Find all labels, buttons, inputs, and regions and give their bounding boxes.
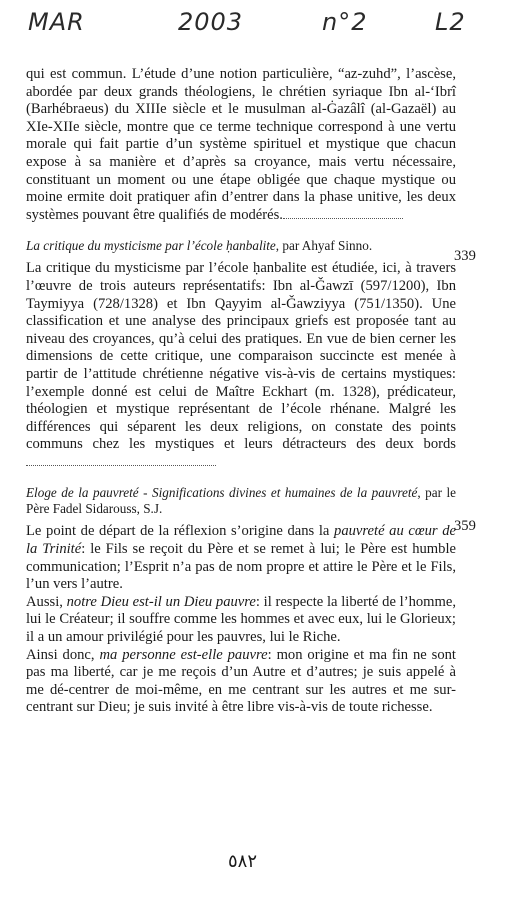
document-body [26, 66, 456, 717]
handwritten-annotation-4: L2 [435, 8, 466, 36]
entry-author: , par le Père Fadel Sidarouss, S.J. [26, 485, 457, 517]
abstract-paragraph [26, 594, 456, 647]
paragraph-text: Ainsi donc, [26, 646, 100, 663]
leader-dots [26, 455, 216, 466]
abstract-paragraph [26, 260, 456, 471]
handwritten-annotation-2: 2003 [178, 8, 244, 36]
page-number: ٥٨٢ [228, 851, 258, 872]
emphasis-text: notre Dieu est-il un Dieu pauvre [66, 593, 256, 610]
paragraph-text: : le Fils se reçoit du Père et se remet à lui; le Père est humble communication; l’Esprit n’a pas de nom propre et attire le Père et le Fils, l’un vers l’autre. [26, 541, 456, 593]
handwritten-annotation-1: MAR [28, 8, 85, 36]
paragraph-text: : il respecte la liberté de l’homme, lui le Créateur; il souffre comme les hommes et avec eux, lui le Glorieux; il a un amour privilégié pour les pauvres, lui le Riche. [26, 593, 456, 646]
abstract-paragraph [26, 66, 456, 224]
paragraph-text: Aussi, [26, 593, 67, 610]
abstract-text: qui est commun. L’étude d’une notion particulière, “az-zuhd”, l’ascèse, abordée par deux grands théologiens, le chrétien syriaque Ibn al-‘Ibrî (Barhébraeus) du XIIIe siècle et le musulman al-Ġazâlî (al-Gazaël) au XIe-XIIe siècle, montre que ce terme technique correspond à une vertu morale qui fait partie d’un système spirituel et mystique que chacun expose à sa manière et d’après sa croyance, mais vertu nécessaire, constituant un moment ou une étape obligée que chaque mystique ou moine ermite doit pratiquer afin d’entrer dans la phase unitive, les deux systèmes pouvant être qualifiés de modérés. [26, 66, 456, 223]
page-reference: 339 [454, 248, 476, 264]
page-reference: 359 [454, 518, 476, 534]
entry-author: , par Ahyaf Sinno. [275, 238, 373, 254]
abstract-paragraph [26, 647, 456, 717]
leader-dots [283, 208, 403, 219]
entry-title-text: La critique du mysticisme par l’école ḥanbalite [26, 238, 276, 254]
paragraph-text: : mon origine et ma fin ne sont pas ma liberté, car je me reçois d’un Autre et d’autres; je suis appelé à me dé-centrer de moi-même, en me centrant sur les autres et me sur-centrant sur Dieu; je suis invité à être libre vis-à-vis de toute richesse. [26, 646, 456, 716]
abstract-text: La critique du mysticisme par l’école ḥanbalite est étudiée, ici, à travers l’œuvre de trois auteurs représentatifs: Ibn al-Ǧawzī (597/1200), Ibn Taymiyya (728/1328) et Ibn Qayyim al-Ǧawziyya (751/1350). Une classification et une analyse des principaux griefs est proposée tant au niveau des croyances, qu’à celui des pratiques. En vue de bien cerner les dimensions de cette critique, une comparaison succincte est menée à partir de l’attitude chrétienne négative vis-à-vis de certains mystiques: l’exemple donné est celui de Maître Eckhart (m. 1328), prédicateur, théologien et mystique représentant de l’école rhénane. Malgré les différences qui séparent les deux religions, on constate des points communs chez les mystiques et leurs détracteurs des deux bords [26, 260, 456, 453]
entry-title [26, 238, 456, 254]
entry-title-text: Eloge de la pauvreté - Significations divines et humaines de la pauvreté [26, 485, 418, 501]
emphasis-text: pauvreté au cœur de la Trinité [26, 523, 456, 558]
handwritten-annotation-3: n°2 [322, 8, 368, 36]
abstract-paragraph [26, 523, 456, 593]
entry-title [26, 485, 456, 517]
emphasis-text: ma personne est-elle pauvre [99, 646, 268, 663]
paragraph-text: Le point de départ de la réflexion s’origine dans la [26, 523, 335, 540]
